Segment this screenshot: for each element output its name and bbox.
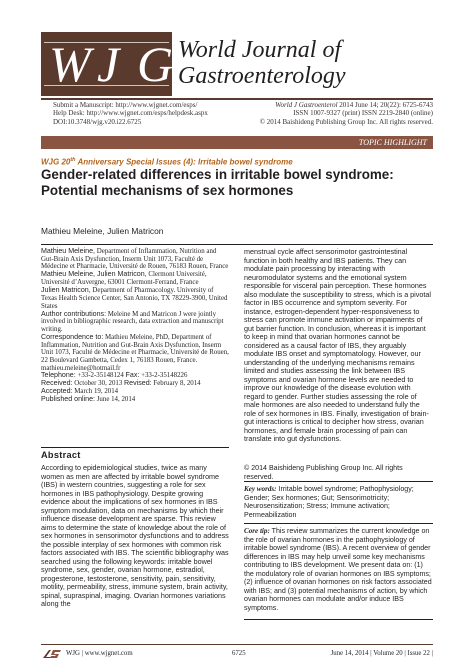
core-tip-text: This review summarizes the current knowledge on the role of ovarian hormones in the pathophysiology of irritable bowel syndrome (IBS). A recent overview of gender differences in IBS may help unveil some key mechanisms contributing to IBS development. We present data on: (1) the modulatory role of ovarian hormones on IBS symptoms; (2) influence of ovarian hormones on risk factors associated with IBS; and (3) potential mechanisms of action, by which ovarian hormones can modulate and/or induce IBS symptoms.: [244, 527, 432, 612]
citation-details: 2014 June 14; 20(22): 6725-6743: [339, 101, 433, 109]
page-number: 6725: [232, 650, 246, 657]
abstract-rule: [41, 447, 229, 448]
received-label: Received:: [41, 379, 73, 388]
telephone-label: Telephone:: [41, 371, 76, 380]
revised-date: February 8, 2014: [151, 380, 201, 388]
keywords: [244, 485, 433, 519]
journal-name: [178, 37, 346, 89]
author-contributions-text: Meleine M and Matricon J were jointly involved in bibliographic research, data extraction and manuscript writing.: [41, 310, 224, 333]
abstract-body: According to epidemiological studies, twice as many women as men are affected by irritable bowel syndrome (IBS) in western countries, suggesting a role for sex hormones in IBS pathophysiology. Despite growing evidence about the implications of sex hormones in IBS symptom modulation, data on mechanisms by which their influence disease development are sparse. This review aims to determine the state of knowledge about the role of sex hormones in sensorimotor dysfunctions and to address the possible interplay of sex hormones with common risk factors associated with IBS. The scientific bibliography was searched using the following keywords: irritable bowel syndrome, sex, gender, ovarian hormone, estradiol, progesterone, testosterone, sensitivity, pain, sensitivity, motility, permeability, stress, immune system, brain activity, spinal, supraspinal, imaging. Ovarian hormones variations along the: [41, 463, 229, 608]
submission-info: [53, 101, 208, 126]
affiliation-2: [41, 271, 229, 286]
topic-highlight-label: TOPIC HIGHLIGHT: [358, 138, 427, 147]
header-rule: [41, 98, 433, 100]
logo-letter-w: W: [49, 36, 91, 92]
keywords-text: Irritable bowel syndrome; Pathophysiology; Gender; Sex hormones; Gut; Sensorimotricity; Neurosensitization; Stress; Immune activation; Permeabilization: [244, 485, 414, 519]
author-contributions: [41, 311, 229, 334]
submit-manuscript-link[interactable]: Submit a Manuscript: http://www.wjgnet.com/esps/: [53, 101, 198, 109]
affiliation-1: [41, 248, 229, 271]
citation-line: [260, 101, 433, 109]
fax-label: Fax:: [125, 371, 140, 380]
logo-letter-g: G: [137, 36, 174, 92]
journal-logo: [41, 32, 172, 96]
doi[interactable]: DOI:10.3748/wjg.v20.i22.6725: [53, 117, 142, 126]
published-online: [41, 396, 229, 404]
article-title-line1: Gender-related differences in irritable bowel syndrome:: [41, 167, 394, 182]
affiliation-1-text: Department of Inflammation, Nutrition and Gut-Brain Axis Dysfunction, Inserm Unit 1073, Faculté de Médecine et Pharmacie, Université de Rouen, 76183 Rouen, France: [41, 248, 229, 271]
published-date: June 14, 2014: [95, 395, 136, 403]
journal-name-line2: Gastroenterology: [178, 63, 346, 89]
author-contributions-label: Author contributions:: [41, 309, 107, 318]
special-issue-suffix: Anniversary Special Issues (4): Irritable bowel syndrome: [75, 157, 293, 167]
journal-name-line1: World Journal of: [178, 37, 342, 63]
published-label: Published online:: [41, 394, 96, 403]
correspondence-label: Correspondence to:: [41, 332, 104, 341]
special-issue-sup: th: [70, 157, 76, 163]
accepted-date: March 19, 2014: [72, 387, 119, 395]
article-authors: Mathieu Meleine, Julien Matricon: [41, 226, 164, 236]
fax-value: +33-2-35148226: [139, 372, 188, 380]
footer-rule: [41, 644, 433, 645]
article-title-line2: Potential mechanisms of sex hormones: [41, 183, 294, 198]
affiliation-3-text: Department of Pharmacology. University of Texas Health Science Center, San Antonio, TX 78229-3900, United States: [41, 287, 228, 310]
section-rule: [41, 244, 433, 245]
article-title: [41, 167, 433, 199]
footer-issue-info: June 14, 2014 | Volume 20 | Issue 22 |: [330, 650, 433, 657]
help-desk-link[interactable]: Help Desk: http://www.wjgnet.com/esps/helpdesk.aspx: [53, 109, 208, 118]
received-date: October 30, 2013: [72, 380, 125, 388]
abstract-heading: Abstract: [41, 450, 81, 460]
logo-letter-j: J: [97, 36, 120, 92]
citation-journal: World J Gastroenterol: [275, 101, 338, 109]
revised-label: Revised:: [124, 379, 152, 388]
abstract-copyright: © 2014 Baishideng Publishing Group Inc. All rights reserved.: [244, 464, 403, 481]
keywords-rule: [244, 481, 433, 482]
affiliations-block: [41, 248, 229, 403]
affiliation-2-text: Clermont Université, Université d’Auvergne, 63001 Clermont-Ferrand, France: [41, 271, 207, 287]
core-tip: [244, 527, 433, 612]
issn-line: ISSN 1007-9327 (print) ISSN 2219-2840 (online): [293, 109, 433, 118]
telephone-value: +33-2-35148124: [75, 372, 126, 380]
topic-highlight-bar: [41, 136, 433, 149]
footer-journal: WJG | www.wjgnet.com: [66, 650, 133, 657]
abstract-continued: menstrual cycle affect sensorimotor gastrointestinal function in both healthy and IBS patients. They can modulate pain processing by interacting with neuromodulator systems and the emotional system responsible for visceral pain perception. These hormones also modulate the susceptibility to stress, which is a pivotal factor in IBS occurrence and symptom severity. For instance, estrogen-dependent hyper-responsiveness to stress can promote immune activation or impairments of gut barrier function. In conclusion, whereas it is important to keep in mind that ovarian hormones cannot be considered as a causal factor of IBS, they arguably modulate IBS onset and symptomatology. However, our understanding of the underlying mechanisms remains limited and studies assessing the link between IBS symptoms and ovarian hormone levels are needed to improve our knowledge of the disease evolution with regard to gender. Further studies assessing the role of male hormones are also needed to understand fully the role of sex hormones in IBS. Finally, investigation of brain-gut interactions is critical to decipher how stress, ovarian hormones, and female brain processing of pain can translate into gut dysfunctions.: [244, 247, 431, 443]
special-issue-label: [41, 155, 293, 168]
core-tip-end-rule: [244, 619, 433, 620]
affiliation-3-name: Julien Matricon,: [41, 286, 91, 295]
keywords-label: Key words:: [244, 485, 277, 493]
affiliation-1-name: Mathieu Meleine,: [41, 247, 96, 255]
publisher-logo-icon: [41, 648, 63, 660]
core-tip-rule: [244, 523, 433, 524]
correspondence-text: Mathieu Meleine, PhD, Department of Inflammation, Nutrition and Gut-Brain Axis Dysfunction, Inserm Unit 1073, Faculté de Médecine et Pharmacie, Université de Rouen, 22 Boulevard Gambetta, Cedex 1, 76183 Rouen, France. mathieu.meleine@hotmail.fr: [41, 333, 229, 372]
copyright-line: © 2014 Baishideng Publishing Group Inc. All rights reserved.: [259, 117, 433, 126]
special-issue-prefix: WJG 20: [41, 157, 71, 167]
correspondence: [41, 334, 229, 373]
affiliation-3: [41, 287, 229, 310]
citation-info: [260, 101, 433, 126]
core-tip-label: Core tip:: [244, 527, 270, 535]
accepted-label: Accepted:: [41, 386, 73, 395]
affiliation-2-name: Mathieu Meleine, Julien Matricon,: [41, 270, 147, 279]
